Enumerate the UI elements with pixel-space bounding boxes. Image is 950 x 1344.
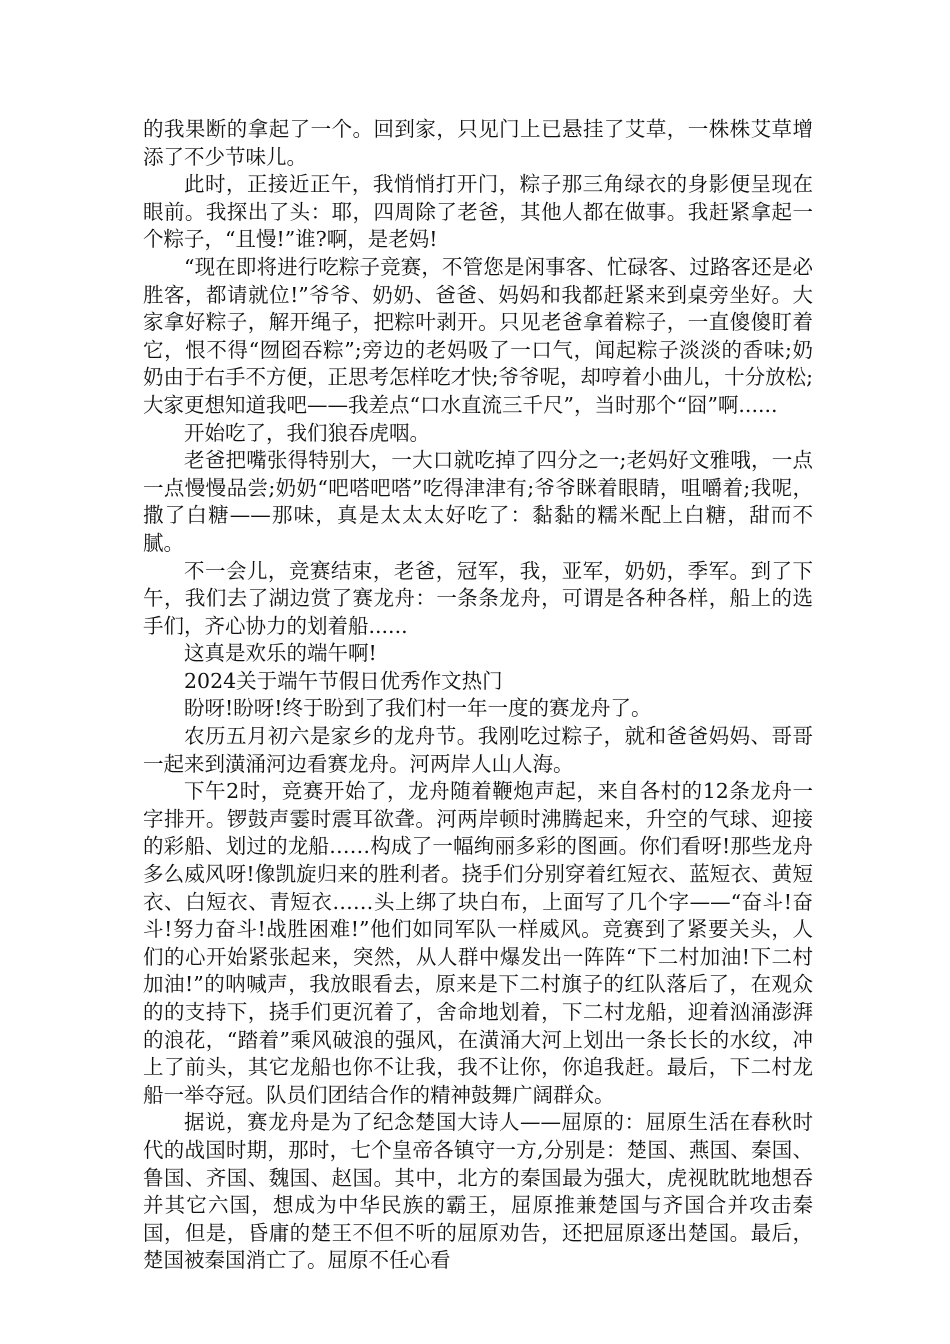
paragraph-10: 农历五月初六是家乡的龙舟节。我刚吃过粽子，就和爸爸妈妈、哥哥一起来到潢涌河边看赛龙舟。河两岸人山人海。 — [143, 724, 813, 776]
paragraph-12: 据说，赛龙舟是为了纪念楚国大诗人——屈原的：屈原生活在春秋时代的战国时期，那时，七个皇帝各镇守一方,分别是：楚国、燕国、秦国、鲁国、齐国、魏国、赵国。其中，北方的秦国最为强大，虎视眈眈地想吞并其它六国，想成为中华民族的霸王，屈原推兼楚国与齐国合并攻击秦国，但是，昏庸的楚王不但不听的屈原劝告，还把屈原逐出楚国。最后，楚国被秦国消亡了。屈原不任心看 — [143, 1110, 813, 1273]
paragraph-7: 这真是欢乐的端午啊! — [184, 641, 377, 666]
paragraph-11: 下午2时，竞赛开始了，龙舟随着鞭炮声起，来自各村的12条龙舟一字排开。锣鼓声霎时震耳欲聋。河两岸顿时沸腾起来，升空的气球、迎接的彩船、划过的龙船……构成了一幅绚丽多彩的图画。你们看呀!那些龙舟多么威风呀!像凯旋归来的胜利者。挠手们分别穿着红短衣、蓝短衣、黄短衣、白短衣、青短衣……头上绑了块白布，上面写了几个字——“奋斗!奋斗!努力奋斗!战胜困难!”他们如同军队一样威风。竞赛到了紧要关头，人们的心开始紧张起来，突然，从人群中爆发出一阵阵“下二村加油!下二村加油!”的呐喊声，我放眼看去，原来是下二村旗子的红队落后了，在观众的的支持下，挠手们更沉着了，舍命地划着，下二村龙船，迎着汹涌澎湃的浪花，“踏着”乘风破浪的强风，在潢涌大河上划出一条长长的水纹，冲上了前头，其它龙船也你不让我，我不让你，你追我赶。最后，下二村龙船一举夺冠。队员们团结合作的精神鼓舞广阔群众。 — [143, 779, 813, 1107]
paragraph-6: 不一会儿，竞赛结束，老爸，冠军，我，亚军，奶奶，季军。到了下午，我们去了湖边赏了赛龙舟：一条条龙舟，可谓是各种各样，船上的选手们，齐心协力的划着船...... — [143, 558, 813, 638]
paragraph-9: 盼呀!盼呀!终于盼到了我们村一年一度的赛龙舟了。 — [184, 696, 652, 721]
paragraph-4: 开始吃了，我们狼吞虎咽。 — [184, 420, 430, 445]
paragraph-2: 此时，正接近正午，我悄悄打开门，粽子那三角绿衣的身影便呈现在眼前。我探出了头：耶，四周除了老爸，其他人都在做事。我赶紧拿起一个粽子，“且慢!”谁?啊，是老妈! — [143, 172, 813, 252]
paragraph-5: 老爸把嘴张得特别大，一大口就吃掉了四分之一;老妈好文雅哦，一点一点慢慢品尝;奶奶“吧嗒吧嗒”吃得津津有;爷爷眯着眼睛，咀嚼着;我呢，撒了白糖——那味，真是太太太好吃了：黏黏的糯米配上白糖，甜而不腻。 — [143, 448, 813, 555]
document-body — [143, 116, 813, 1275]
paragraph-3: “现在即将进行吃粽子竞赛，不管您是闲事客、忙碌客、过路客还是必胜客，都请就位!”爷爷、奶奶、爸爸、妈妈和我都赶紧来到桌旁坐好。大家拿好粽子，解开绳子，把粽叶剥开。只见老爸拿着粽子，一直傻傻盯着它，恨不得“囫囵吞粽”;旁边的老妈吸了一口气，闻起粽子淡淡的香味;奶奶由于右手不方便，正思考怎样吃才快;爷爷呢，却哼着小曲儿，十分放松;大家更想知道我吧——我差点“口水直流三千尺”，当时那个“囧”啊...... — [143, 254, 813, 417]
essay-heading: 2024关于端午节假日优秀作文热门 — [184, 668, 503, 693]
paragraph-1: 的我果断的拿起了一个。回到家，只见门上已悬挂了艾草，一株株艾草增添了不少节味儿。 — [143, 117, 813, 169]
